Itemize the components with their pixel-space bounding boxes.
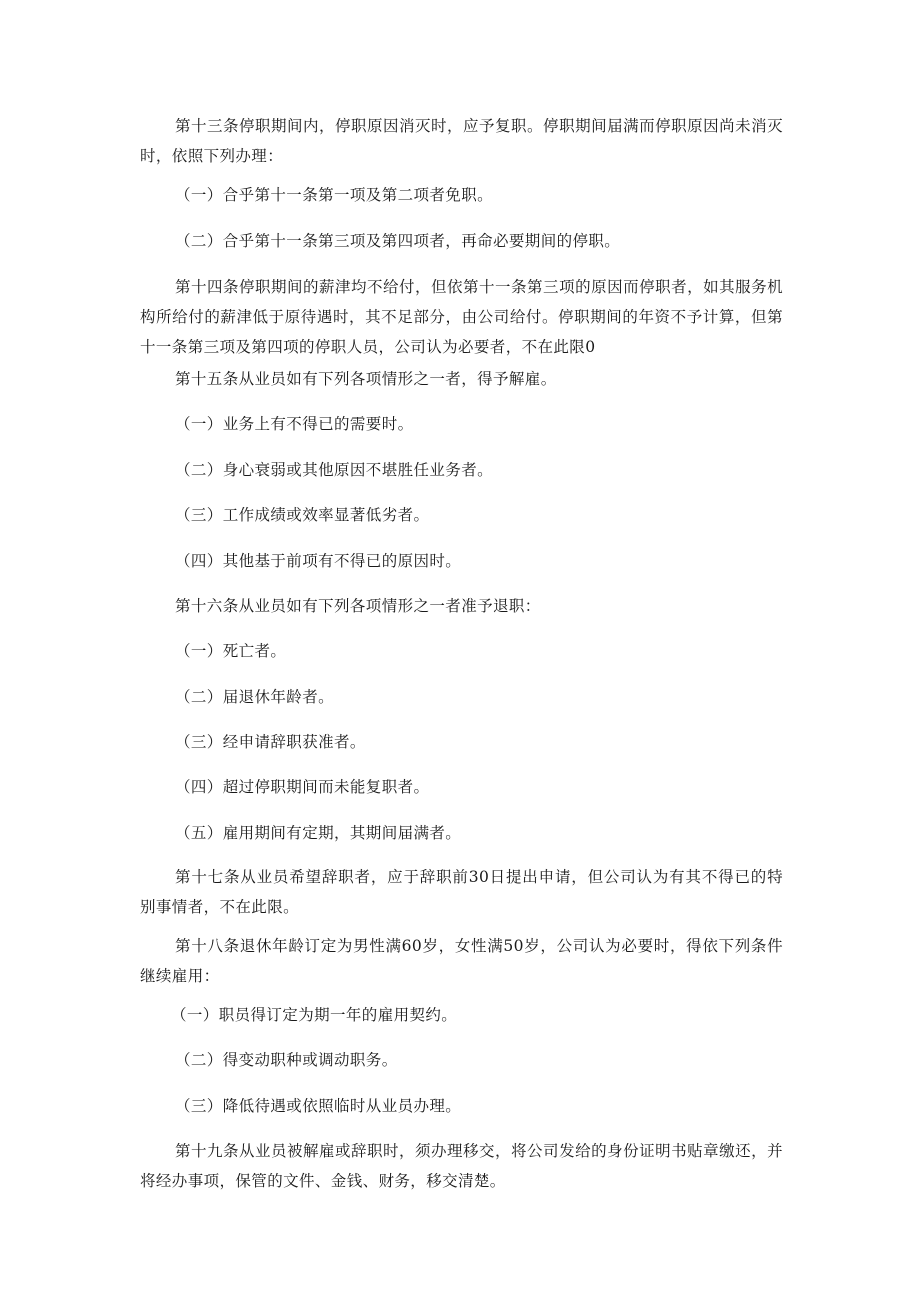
article-18-item-3: （三）降低待遇或依照临时从业员办理。 — [175, 1097, 462, 1115]
article-16-item-3: （三）经申请辞职获准者。 — [175, 733, 366, 751]
article-16-item-5: （五）雇用期间有定期，其期间届满者。 — [175, 824, 462, 842]
article-16-item-2: （二）届退休年龄者。 — [175, 688, 335, 706]
article-18-item-2: （二）得变动职种或调动职务。 — [175, 1051, 398, 1069]
article-15-item-2: （二）身心衰弱或其他原因不堪胜任业务者。 — [175, 461, 494, 479]
article-14-paragraph: 第十四条停职期间的薪津均不给付，但依第十一条第三项的原因而停职者，如其服务机构所给付的薪津低于原待遇时，其不足部分，由公司给付。停职期间的年资不予计算，但第十一条第三项及第四项的停职人员，公司认为必要者，不在此限0 — [140, 278, 783, 356]
article-18-paragraph: 第十八条退休年龄订定为男性满60岁，女性满50岁，公司认为必要时，得依下列条件继续雇用： — [140, 937, 783, 985]
article-13-item-2: （二）合乎第十一条第三项及第四项者，再命必要期间的停职。 — [175, 232, 621, 250]
article-16-item-1: （一）死亡者。 — [175, 642, 287, 660]
article-13-item-1: （一）合乎第十一条第一项及第二项者免职。 — [175, 186, 494, 204]
article-15-item-3: （三）工作成绩或效率显著低劣者。 — [175, 506, 430, 524]
article-18-item-1: （一）职员得订定为期一年的雇用契约。 — [171, 1006, 458, 1024]
article-17-paragraph: 第十七条从业员希望辞职者，应于辞职前30日提出申请，但公司认为有其不得已的特别事情者，不在此限。 — [140, 868, 783, 916]
article-16-paragraph: 第十六条从业员如有下列各项情形之一者准予退职： — [175, 597, 541, 615]
article-15-item-1: （一）业务上有不得已的需要时。 — [175, 415, 414, 433]
article-13-paragraph: 第十三条停职期间内，停职原因消灭时，应予复职。停职期间届满而停职原因尚未消灭时，依照下列办理： — [140, 117, 783, 165]
article-16-item-4: （四）超过停职期间而未能复职者。 — [175, 778, 430, 796]
article-15-item-4: （四）其他基于前项有不得已的原因时。 — [175, 552, 462, 570]
article-19-paragraph: 第十九条从业员被解雇或辞职时，须办理移交，将公司发给的身份证明书贴章缴还，并将经办事项，保管的文件、金钱、财务，移交清楚。 — [140, 1142, 783, 1190]
article-15-paragraph: 第十五条从业员如有下列各项情形之一者，得予解雇。 — [175, 370, 557, 388]
